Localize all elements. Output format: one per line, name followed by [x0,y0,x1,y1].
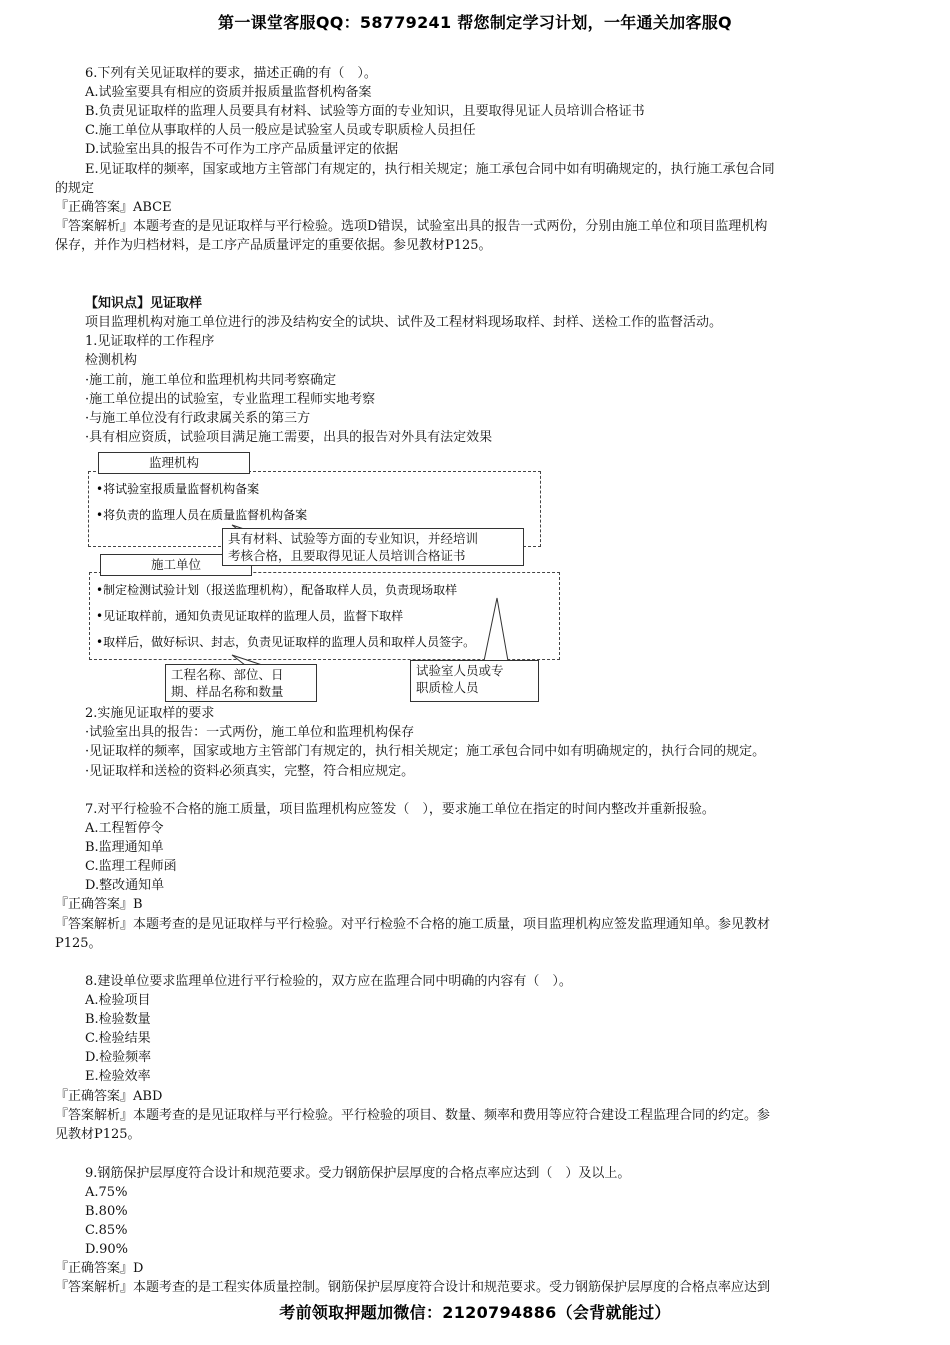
q7-option-a: A.工程暂停令 [85,821,164,836]
note-line: 职质检人员 [416,680,479,695]
q7-analysis-2: P125。 [55,936,102,951]
q9-option-c: C.85% [85,1223,128,1238]
contractor-label: 施工单位 [100,554,252,576]
q7-option-d: D.整改通知单 [85,878,165,893]
q6-answer: 『正确答案』ABCE [55,200,172,215]
q8-option-e: E.检验效率 [85,1069,151,1084]
q6-option-e: E.见证取样的频率，国家或地方主管部门有规定的，执行相关规定；施工承包合同中如有明确规定的，执行施工承包合同 [85,162,775,177]
q8-option-a: A.检验项目 [85,993,151,1008]
q8-option-c: C.检验结果 [85,1031,151,1046]
q9-option-d: D.90% [85,1242,128,1257]
knowledge-title: 【知识点】见证取样 [85,296,203,311]
supervisor-item: •将试验室报质量监督机构备案 [96,482,260,496]
note-sample-label [165,664,317,702]
q9-analysis-1: 『答案解析』本题考查的是工程实体质量控制。钢筋保护层厚度符合设计和规范要求。受力钢筋保护层厚度的合格点率应达到 [55,1280,771,1295]
note-line: 考核合格，且要取得见证人员培训合格证书 [228,548,466,563]
q8-option-d: D.检验频率 [85,1050,152,1065]
knowledge-line: 2.实施见证取样的要求 [85,706,215,721]
q6-option-a: A.试验室要具有相应的资质并报质量监督机构备案 [85,85,372,100]
contractor-item: •见证取样前，通知负责见证取样的监理人员，监督下取样 [96,609,404,623]
note-line: 工程名称、部位、日 [171,667,284,682]
q6-option-c: C.施工单位从事取样的人员一般应是试验室人员或专职质检人员担任 [85,123,476,138]
knowledge-line: ·施工单位提出的试验室，专业监理工程师实地考察 [85,392,376,407]
q9-option-a: A.75% [85,1185,128,1200]
q8-analysis-1: 『答案解析』本题考查的是见证取样与平行检验。平行检验的项目、数量、频率和费用等应符合建设工程监理合同的约定。参 [55,1108,771,1123]
q6-analysis-1: 『答案解析』本题考查的是见证取样与平行检验。选项D错误，试验室出具的报告一式两份，分别由施工单位和项目监理机构 [55,219,768,234]
knowledge-line: ·见证取样的频率，国家或地方主管部门有规定的，执行相关规定；施工承包合同中如有明确规定的，执行合同的规定。 [85,744,766,759]
q8-option-b: B.检验数量 [85,1012,151,1027]
q6-analysis-2: 保存，并作为归档材料，是工序产品质量评定的重要依据。参见教材P125。 [55,238,492,253]
q7-option-b: B.监理通知单 [85,840,164,855]
note-line: 期、样品名称和数量 [171,684,284,699]
contractor-item: •制定检测试验计划（报送监理机构），配备取样人员，负责现场取样 [96,583,458,597]
q6-option-e-cont: 的规定 [55,181,95,196]
q8-stem: 8.建设单位要求监理单位进行平行检验的，双方应在监理合同中明确的内容有（ ）。 [85,974,572,989]
knowledge-line: ·试验室出具的报告：一式两份，施工单位和监理机构保存 [85,725,415,740]
knowledge-line: 1.见证取样的工作程序 [85,334,215,349]
note-line: 具有材料、试验等方面的专业知识，并经培训 [228,531,479,546]
supervisor-item: •将负责的监理人员在质量监督机构备案 [96,508,308,522]
note-lab-personnel [410,660,539,702]
q9-option-b: B.80% [85,1204,128,1219]
q7-answer: 『正确答案』B [55,897,143,912]
q9-answer: 『正确答案』D [55,1261,144,1276]
knowledge-line: 项目监理机构对施工单位进行的涉及结构安全的试块、试件及工程材料现场取样、封样、送检工作的监督活动。 [85,315,723,330]
knowledge-line: ·施工前，施工单位和监理机构共同考察确定 [85,373,337,388]
knowledge-line: ·见证取样和送检的资料必须真实，完整，符合相应规定。 [85,764,415,779]
q8-analysis-2: 见教材P125。 [55,1127,141,1142]
note-supervisor-qualification [222,528,524,566]
q7-stem: 7.对平行检验不合格的施工质量，项目监理机构应签发（ ），要求施工单位在指定的时间内整改并重新报验。 [85,802,715,817]
knowledge-line: ·与施工单位没有行政隶属关系的第三方 [85,411,311,426]
knowledge-line: 检测机构 [85,353,138,368]
note-line: 试验室人员或专 [416,663,504,678]
q6-stem: 6.下列有关见证取样的要求，描述正确的有（ ）。 [85,66,377,81]
q6-option-b: B.负责见证取样的监理人员要具有材料、试验等方面的专业知识，且要取得见证人员培训合格证书 [85,104,645,119]
supervisor-label: 监理机构 [98,452,250,474]
q8-answer: 『正确答案』ABD [55,1089,163,1104]
header-banner: 第一课堂客服QQ：58779241 帮您制定学习计划，一年通关加客服Q [218,13,732,32]
contractor-item: •取样后，做好标识、封志，负责见证取样的监理人员和取样人员签字。 [96,635,476,649]
q6-option-d: D.试验室出具的报告不可作为工序产品质量评定的依据 [85,142,399,157]
knowledge-line: ·具有相应资质，试验项目满足施工需要，出具的报告对外具有法定效果 [85,430,493,445]
footer-banner: 考前领取押题加微信：2120794886（会背就能过） [279,1303,671,1322]
q7-option-c: C.监理工程师函 [85,859,177,874]
q7-analysis-1: 『答案解析』本题考查的是见证取样与平行检验。对平行检验不合格的施工质量，项目监理机构应签发监理通知单。参见教材 [55,917,771,932]
q9-stem: 9.钢筋保护层厚度符合设计和规范要求。受力钢筋保护层厚度的合格点率应达到（ ）及以上。 [85,1166,631,1181]
